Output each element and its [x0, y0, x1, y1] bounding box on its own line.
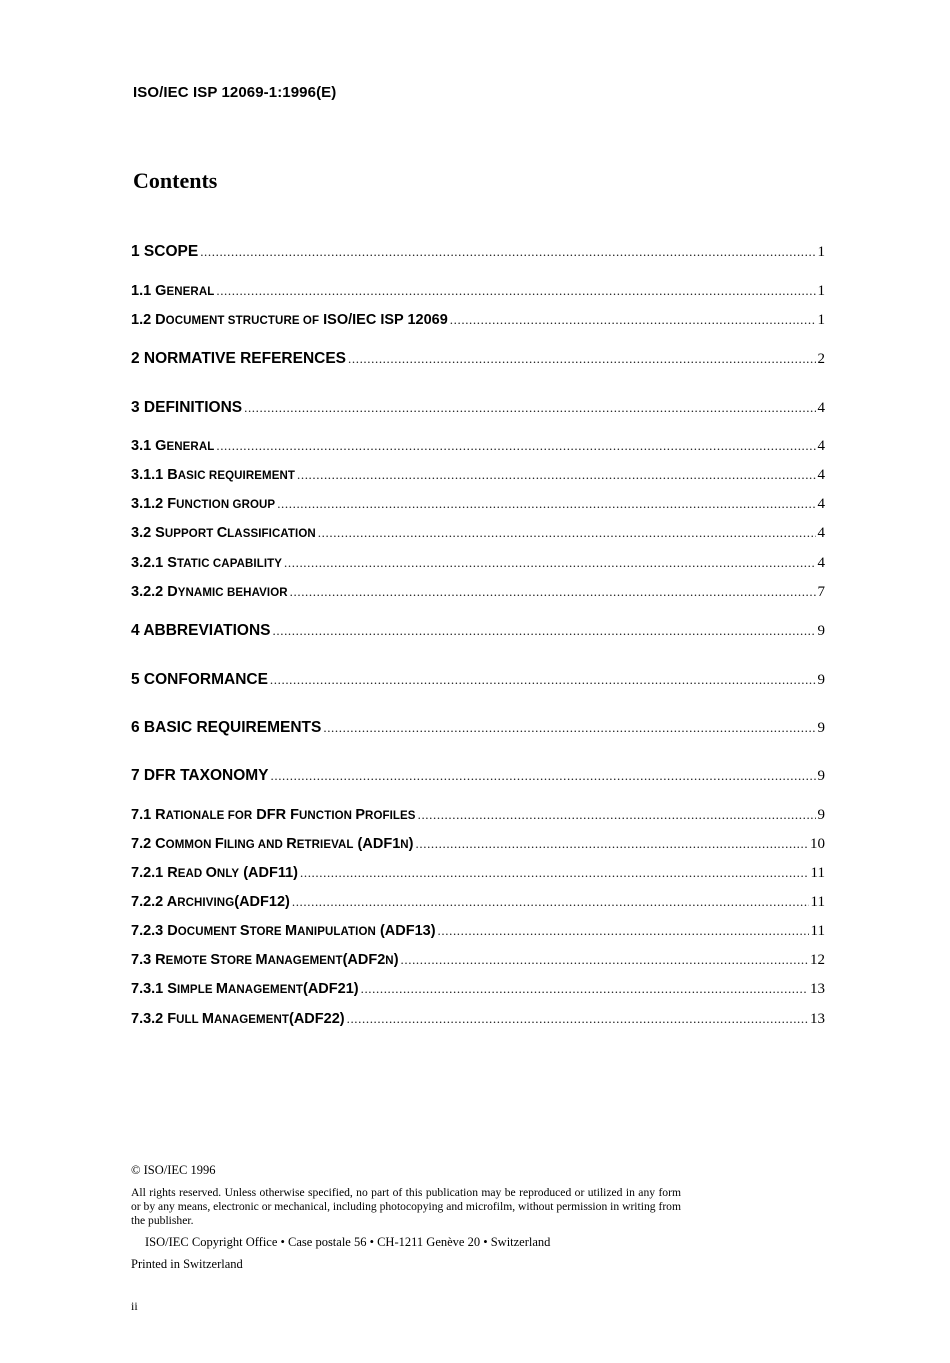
rights-statement: All rights reserved. Unless otherwise specified, no part of this publication may be reproduced or utilized in any form or by any means, electronic or mechanical, including photocopying and microfilm, without permission in writing from the publisher. — [131, 1186, 681, 1227]
toc-title-segment: IMPLE — [176, 984, 216, 996]
toc-title-segment: ENERAL — [166, 286, 215, 298]
toc-title-segment: 7.2.1 R — [131, 865, 178, 881]
toc-dot-leader — [277, 496, 815, 512]
page-number: ii — [131, 1299, 138, 1313]
toc-title-segment: 7.3.2 F — [131, 1011, 177, 1027]
toc-entry-title — [131, 836, 414, 852]
toc-title-segment: ANAGEMENT — [267, 955, 343, 967]
toc-entry[interactable] — [131, 981, 825, 998]
toc-entry-title — [131, 438, 214, 454]
toc-title-segment: ROFILES — [365, 810, 416, 822]
toc-page-number: 11 — [810, 865, 825, 881]
toc-title-segment: 2 NORMATIVE REFERENCES — [131, 350, 347, 367]
toc-title-segment: 6 BASIC REQUIREMENTS — [131, 719, 322, 736]
toc-entry[interactable] — [131, 719, 825, 737]
toc-title-segment: UNCTION — [298, 810, 356, 822]
toc-title-segment: 1 SCOPE — [131, 243, 199, 260]
toc-page-number: 9 — [817, 720, 825, 736]
toc-title-segment: DFR F — [252, 807, 299, 823]
toc-dot-leader — [216, 438, 815, 454]
toc-dot-leader — [361, 981, 808, 997]
toc-title-segment: 7 DFR TAXONOMY — [131, 767, 269, 784]
toc-page-number: 11 — [810, 923, 825, 939]
toc-title-segment: ULL — [176, 1014, 202, 1026]
toc-entry[interactable] — [131, 1011, 825, 1028]
toc-title-segment: O — [205, 865, 217, 881]
toc-title-segment: S — [239, 923, 250, 939]
toc-title-segment: LASSIFICATION — [227, 528, 316, 540]
toc-title-segment: ATIONALE FOR — [165, 810, 253, 822]
toc-page-number: 4 — [817, 467, 825, 483]
toc-dot-leader — [290, 584, 816, 600]
toc-dot-leader — [297, 467, 816, 483]
toc-page-number: 4 — [817, 400, 825, 416]
copyright-line: © ISO/IEC 1996 — [131, 1163, 216, 1177]
toc-title-segment: N — [385, 955, 394, 967]
toc-entry-title — [131, 923, 436, 939]
toc-title-segment: (ADF11) — [239, 865, 298, 881]
toc-page-number: 13 — [810, 1011, 825, 1027]
toc-title-segment: ANAGEMENT — [227, 984, 303, 996]
toc-title-segment: 3.1.1 B — [131, 467, 178, 483]
toc-entry-title — [131, 496, 275, 512]
toc-page-number: 2 — [817, 351, 825, 367]
toc-title-segment: 1.2 D — [131, 312, 166, 328]
toc-entry-title — [131, 981, 359, 997]
toc-title-segment: EAD — [177, 868, 206, 880]
toc-title-segment: TORE — [220, 955, 256, 967]
toc-dot-leader — [244, 400, 815, 416]
toc-page-number: 1 — [817, 283, 825, 299]
toc-title-segment: YNAMIC BEHAVIOR — [177, 587, 288, 599]
toc-page-number: 10 — [810, 836, 825, 852]
toc-dot-leader — [416, 836, 808, 852]
toc-dot-leader — [347, 1011, 808, 1027]
toc-dot-leader — [401, 952, 808, 968]
toc-page-number: 4 — [817, 525, 825, 541]
toc-dot-leader — [438, 923, 809, 939]
toc-title-segment: 4 ABBREVIATIONS — [131, 622, 271, 639]
contents-heading: Contents — [133, 168, 218, 193]
toc-title-segment: 7.3 R — [131, 952, 166, 968]
toc-entry[interactable] — [131, 865, 825, 882]
toc-title-segment: NLY — [216, 868, 240, 880]
toc-entry[interactable] — [131, 671, 825, 689]
toc-title-segment: 7.2 C — [131, 836, 166, 852]
toc-dot-leader — [270, 672, 816, 688]
toc-title-segment: 7.1 R — [131, 807, 166, 823]
toc-title-segment: M — [285, 923, 298, 939]
toc-title-segment: M — [201, 1011, 214, 1027]
toc-title-segment: RCHIVING — [177, 897, 235, 909]
toc-entry[interactable] — [131, 836, 825, 853]
toc-title-segment: ETRIEVAL — [296, 839, 354, 851]
toc-entry-title — [131, 767, 269, 785]
toc-dot-leader — [216, 283, 815, 299]
toc-title-segment: (ADF2 — [342, 952, 386, 968]
toc-title-segment: 5 CONFORMANCE — [131, 671, 268, 688]
toc-entry-title — [131, 865, 298, 881]
toc-entry-title — [131, 243, 198, 261]
toc-title-segment: ASIC REQUIREMENT — [177, 470, 295, 482]
toc-entry[interactable] — [131, 952, 825, 969]
toc-dot-leader — [200, 244, 815, 260]
toc-page-number: 7 — [817, 584, 825, 600]
toc-entry[interactable] — [131, 312, 825, 329]
toc-title-segment: S — [210, 952, 221, 968]
toc-entry[interactable] — [131, 894, 825, 911]
toc-title-segment: 3.1.2 F — [131, 496, 177, 512]
toc-title-segment: EMOTE — [165, 955, 211, 967]
toc-title-segment: 7.2.3 D — [131, 923, 178, 939]
toc-title-segment: (ADF12) — [234, 894, 290, 910]
toc-title-segment: UNCTION GROUP — [176, 499, 276, 511]
toc-title-segment: M — [255, 952, 268, 968]
toc-title-segment: UPPORT — [164, 528, 217, 540]
toc-entry-title — [131, 807, 416, 823]
toc-title-segment: C — [216, 525, 228, 541]
toc-entry[interactable] — [131, 555, 825, 572]
printed-in: Printed in Switzerland — [131, 1257, 243, 1271]
toc-entry[interactable] — [131, 438, 825, 455]
toc-title-segment: (ADF22) — [289, 1011, 345, 1027]
toc-page-number: 9 — [817, 807, 825, 823]
toc-entry[interactable] — [131, 807, 825, 824]
toc-title-segment: OCUMENT STRUCTURE OF — [165, 315, 320, 327]
toc-entry-title — [131, 555, 282, 571]
toc-page-number: 11 — [810, 894, 825, 910]
toc-title-segment: ENERAL — [166, 441, 215, 453]
toc-title-segment: (ADF1 — [353, 836, 401, 852]
toc-entry-title — [131, 312, 448, 328]
toc-entry-title — [131, 622, 271, 640]
toc-title-segment: ) — [408, 836, 414, 852]
toc-title-segment: ILING AND — [223, 839, 287, 851]
toc-title-segment: M — [215, 981, 228, 997]
toc-page-number: 1 — [817, 312, 825, 328]
toc-title-segment: 3.1 G — [131, 438, 167, 454]
toc-entry[interactable] — [131, 350, 825, 368]
toc-entry[interactable] — [131, 767, 825, 785]
toc-title-segment: F — [214, 836, 224, 852]
toc-dot-leader — [271, 768, 816, 784]
toc-entry[interactable] — [131, 399, 825, 417]
toc-page-number: 4 — [817, 496, 825, 512]
toc-entry-title — [131, 525, 316, 541]
toc-entry-title — [131, 952, 399, 968]
document-header: ISO/IEC ISP 12069-1:1996(E) — [133, 84, 337, 101]
toc-title-segment: ANIPULATION — [297, 926, 376, 938]
toc-dot-leader — [292, 894, 809, 910]
toc-page-number: 12 — [810, 952, 825, 968]
toc-title-segment: 3.2.2 D — [131, 584, 178, 600]
toc-entry-title — [131, 894, 290, 910]
toc-entry-title — [131, 1011, 345, 1027]
toc-title-segment: N — [400, 839, 409, 851]
toc-entry-title — [131, 467, 295, 483]
toc-title-segment: OCUMENT — [177, 926, 240, 938]
toc-entry[interactable] — [131, 584, 825, 601]
toc-dot-leader — [284, 555, 815, 571]
toc-entry-title — [131, 671, 268, 689]
toc-dot-leader — [318, 525, 816, 541]
toc-title-segment: 3.2.1 S — [131, 555, 177, 571]
toc-title-segment: ) — [393, 952, 399, 968]
toc-page-number: 13 — [810, 981, 825, 997]
toc-title-segment: 3.2 S — [131, 525, 165, 541]
toc-page-number: 9 — [817, 768, 825, 784]
toc-entry-title — [131, 719, 321, 737]
toc-page-number: 9 — [817, 672, 825, 688]
toc-page-number: 4 — [817, 438, 825, 454]
toc-dot-leader — [418, 807, 816, 823]
toc-page-number: 9 — [817, 623, 825, 639]
toc-entry[interactable] — [131, 622, 825, 640]
toc-dot-leader — [323, 720, 815, 736]
toc-title-segment: 1.1 G — [131, 283, 167, 299]
toc-page-number: 4 — [817, 555, 825, 571]
toc-entry[interactable] — [131, 467, 825, 484]
toc-entry[interactable] — [131, 525, 825, 542]
toc-title-segment: 7.3.1 S — [131, 981, 177, 997]
toc-entry[interactable] — [131, 923, 825, 940]
toc-title-segment: ANAGEMENT — [213, 1014, 289, 1026]
toc-title-segment: TATIC CAPABILITY — [176, 558, 283, 570]
copyright-block — [131, 1163, 691, 1272]
toc-dot-leader — [348, 351, 815, 367]
toc-entry-title — [131, 283, 214, 299]
copyright-office-address: ISO/IEC Copyright Office • Case postale 56 • CH-1211 Genève 20 • Switzerland — [145, 1235, 551, 1249]
toc-title-segment: R — [286, 836, 297, 852]
toc-title-segment: ISO/IEC ISP 12069 — [319, 312, 448, 328]
toc-entry-title — [131, 399, 242, 417]
toc-title-segment: P — [355, 807, 366, 823]
toc-dot-leader — [450, 312, 816, 328]
toc-dot-leader — [300, 865, 809, 881]
toc-entry[interactable] — [131, 496, 825, 513]
toc-dot-leader — [273, 623, 816, 639]
toc-title-segment: (ADF13) — [375, 923, 436, 939]
toc-entry[interactable] — [131, 243, 825, 261]
toc-entry-title — [131, 350, 346, 368]
toc-page-number: 1 — [817, 244, 825, 260]
toc-title-segment: 7.2.2 A — [131, 894, 178, 910]
toc-entry[interactable] — [131, 283, 825, 300]
toc-title-segment: (ADF21) — [303, 981, 359, 997]
toc-title-segment: OMMON — [165, 839, 215, 851]
toc-title-segment: TORE — [249, 926, 285, 938]
toc-entry-title — [131, 584, 288, 600]
toc-title-segment: 3 DEFINITIONS — [131, 399, 243, 416]
